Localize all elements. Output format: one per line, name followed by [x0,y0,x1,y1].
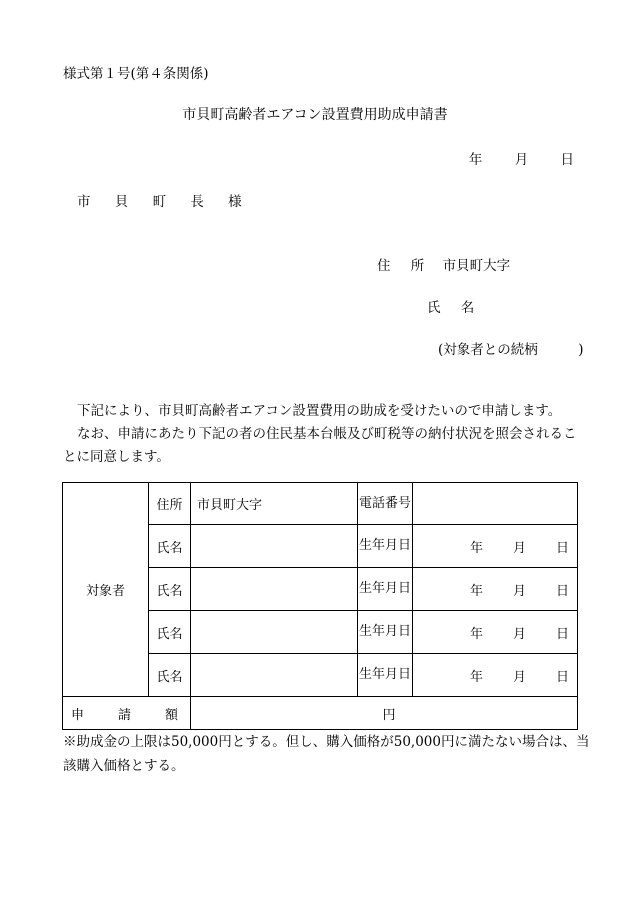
addressee: 市 貝 町 長 様 [77,194,252,210]
applicant-address [377,254,510,274]
name-field[interactable] [191,525,358,568]
dob-day: 日 [555,583,569,599]
request-label-3: 額 [165,707,179,723]
dob-year: 年 [469,583,483,599]
date-month: 月 [514,152,529,168]
dob-field[interactable] [413,654,578,697]
body-paragraph-1: 下記により、市貝町高齢者エアコン設置費用の助成を受けたいので申請します。 [77,403,562,419]
applicant-name-label: 氏 名 [427,300,483,316]
address-field[interactable]: 市貝町大字 [191,483,358,525]
applicant-table [62,482,578,730]
request-amount-label [63,697,191,730]
name-field[interactable] [191,654,358,697]
application-date [469,148,574,168]
name-label: 氏名 [149,611,191,654]
request-label-2: 請 [118,707,132,723]
date-year: 年 [468,152,483,168]
request-label-1: 申 [71,707,85,723]
dob-label: 生年月日 [358,568,413,611]
dob-day: 日 [555,626,569,642]
name-label: 氏名 [149,568,191,611]
address-label: 住所 [149,483,191,525]
dob-month: 月 [512,540,526,556]
body-paragraph-2: なお、申請にあたり下記の者の住民基本台帳及び町税等の納付状況を照会されることに同意します。 [63,426,577,465]
dob-field[interactable] [413,611,578,654]
dob-day: 日 [555,669,569,685]
dob-day: 日 [555,540,569,556]
name-field[interactable] [191,568,358,611]
applicant-address-label: 住 所 [377,258,433,274]
request-amount-field[interactable] [191,697,578,730]
dob-month: 月 [512,626,526,642]
dob-month: 月 [512,669,526,685]
dob-label: 生年月日 [358,525,413,568]
date-day: 日 [560,152,574,168]
applicant-relation-label: (対象者との続柄 ) [438,342,584,358]
dob-field[interactable] [413,525,578,568]
dob-label: 生年月日 [358,654,413,697]
name-label: 氏名 [149,654,191,697]
applicant-address-value[interactable]: 市貝町大字 [442,258,511,274]
target-person-label: 対象者 [63,483,149,697]
body-text [63,400,583,469]
dob-field[interactable] [413,568,578,611]
phone-label: 電話番号 [358,483,413,525]
dob-label: 生年月日 [358,611,413,654]
phone-field[interactable] [413,483,578,525]
page-title: 市貝町高齢者エアコン設置費用助成申請書 [182,107,448,123]
name-label: 氏名 [149,525,191,568]
dob-year: 年 [469,626,483,642]
yen-label: 円 [382,707,396,723]
dob-month: 月 [512,583,526,599]
name-field[interactable] [191,611,358,654]
form-number: 様式第１号(第４条関係) [63,66,209,82]
footnote: ※助成金の上限は50,000円とする。但し、購入価格が50,000円に満たない場合は、当該購入価格とする。 [63,734,590,774]
dob-year: 年 [469,540,483,556]
dob-year: 年 [469,669,483,685]
